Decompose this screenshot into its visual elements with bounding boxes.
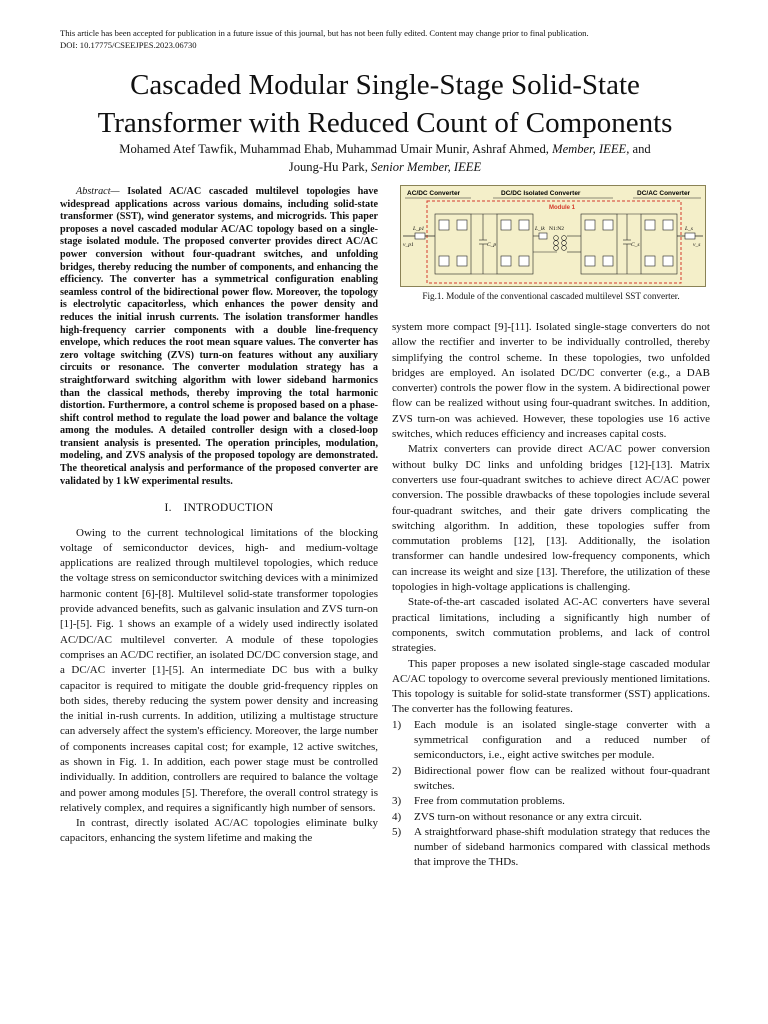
paper-title [40,66,730,142]
feature-text: ZVS turn-on without resonance or any extra circuit. [414,810,642,823]
feature-item [392,825,710,871]
section-heading-introduction: I. INTRODUCTION [164,501,274,515]
intro-paragraph-1: Owing to the current technological limitations of the blocking voltage of semiconductor devices, high- and medium-voltage applications are realized through multilevel topologies, which reduce the voltage stress on semiconductor switching devices with a minimized harmonic content [6]-[8]. Multilevel solid-state transformer topologies provide advanced benefits, such as galvanic insulation and ZVS turn-on [1]-[5]. Fig. 1 shows an example of a widely used indirectly isolated AC/DC/AC multilevel converter. A module of these topologies comprises an AC/DC rectifier, an isolated DC/DC conversion stage, and a DC/AC inverter [1]-[5]. An intermediate DC bus with a bulky capacitor is required to mitigate the double grid-frequency ripples on both sides, thereby reducing the system power density and increasing the initial in-rush currents. In addition, utilizing a multistage structure can adversely affect the system's efficiency. Moreover, the large number of components increases capital cost; for example, 12 active switches, as shown in Fig. 1. In addition, each power stage must be controlled individually. In addition, controllers are required to balance the voltage and power among modules [5]. Therefore, the overall control strategy is relatively complex, and requires a significantly high number of sensors. [60,526,379,814]
intro-paragraph-6: This paper proposes a new isolated single-stage cascaded modular AC/AC topology to overcome several previously mentioned limitations. This topology is suitable for solid-state transformer (SST) applications. The converter has the following features. [392,657,710,716]
label-module: Module 1 [549,205,576,211]
left-column [60,186,378,847]
feature-number: 4) [392,810,402,823]
label-ratio: N1:N2 [549,226,564,232]
intro-paragraph-2: In contrast, directly isolated AC/AC topologies eliminate bulky capacitors, enhancing the system lifetime and making the [60,817,378,845]
feature-text: A straightforward phase-shift modulation strategy that reduces the number of sideband harmonics compared with classical methods that improve the THDs. [414,825,710,869]
feature-text: Bidirectional power flow can be realized without four-quadrant switches. [414,764,710,792]
feature-item [392,718,710,764]
authors-line-1 [40,140,730,158]
feature-item [392,764,710,795]
title-line-2: Transformer with Reduced Count of Components [97,107,673,139]
title-line-1: Cascaded Modular Single-Stage Solid-State [130,69,640,101]
authors-membership-2: Senior Member, IEEE [371,160,482,174]
feature-number: 1) [392,718,402,731]
label-lp: L_p1 [413,226,425,232]
abstract [60,186,378,488]
circuit-diagram-svg [401,186,705,286]
intro-paragraph-4: Matrix converters can provide direct AC/AC power conversion without bulky DC links and unfolding bridges [12]-[13]. Matrix converters use four-quadrant switches to achieve direct AC/AC power conversion. The possible drawbacks of these topologies include several four-quadrant switches, and their gate drivers complicating the switching algorithm. In addition, these topologies suffer from commutation problems [12], [13]. Additionally, the isolation transformer can handle undesired low-frequency components, which can increase its weight and size [13]. Therefore, the utilization of these topologies in high-voltage applications is challenging. [392,443,710,594]
label-cs: C_s [631,242,640,248]
feature-number: 2) [392,764,402,777]
notice-text: This article has been accepted for publication in a future issue of this journal, but has not been fully edited. Content may change prior to final publication. [60,28,589,38]
feature-item [392,794,710,809]
label-ls: L_s [685,226,693,232]
figure-1-circuit-diagram [400,185,706,287]
label-llk: L_lk [535,226,545,232]
authors-conj: , and [626,142,651,156]
authors-names-1: Mohamed Atef Tawfik, Muhammad Ehab, Muhammad Umair Munir, Ashraf Ahmed, [119,142,553,156]
feature-text: Each module is an isolated single-stage converter with a symmetrical configuration and a reduced number of semiconductors, i.e., eight active switches per module. [414,718,710,762]
author-list [40,140,730,176]
feature-number: 5) [392,825,402,838]
doi-text: DOI: 10.17775/CSEEJPES.2023.06730 [60,40,197,50]
label-vp: v_p1 [403,242,414,248]
feature-item [392,810,710,825]
authors-names-2: Joung-Hu Park, [288,160,372,174]
feature-text: Free from commutation problems. [414,795,565,808]
abstract-lead: Abstract— [76,186,120,197]
label-acdc: AC/DC Converter [407,190,461,197]
feature-list [392,718,710,871]
intro-paragraph-5: State-of-the-art cascaded isolated AC-AC converters have several practical limitations, including a significantly high number of components, switch commutation problems, and lack of control strategies. [392,596,710,655]
abstract-text: Isolated AC/AC cascaded multilevel topologies have widespread applications across various domains, including solid-state transformer (SST), wind generator systems, and microgrids. This paper proposes a novel cascaded modular AC/AC topology based on a single-stage isolated module. The proposed converter provides direct AC/AC power conversion without four-quadrant switches, and unfolding bridges, thereby reducing the number of components, and enhancing the efficiency. The converter has a symmetrical configuration enabling seamless control of the bidirectional power flow. Moreover, the topology is electrolytic capacitorless, which enhances the power density and reduces the initial inrush currents. The isolation transformer handles high-frequency carrier components with a double line-frequency envelope, which reduces the root mean square values. The converter has zero voltage switching (ZVS) turn-on features without any auxiliary circuits or resonance. The converter modulation strategy has a straightforward switching algorithm with lower sideband harmonics than the classical methods, thereby improving the total harmonic distortion. Furthermore, a control scheme is proposed based on a phase-shift control method to regulate the load power and balance the voltage among the modules. A detailed controller design with a closed-loop transient analysis is presented. The operation principles, modulation, modeling, and ZVS analysis of the proposed topology are demonstrated. The theoretical analysis and performance of the proposed converter are validated by 1 kW experimental results. [60,186,378,487]
feature-number: 3) [392,795,402,808]
right-column [392,320,710,871]
authors-membership-1: Member, IEEE [552,142,627,156]
label-dcdc: DC/DC Isolated Converter [501,190,581,197]
intro-paragraph-3: system more compact [9]-[11]. Isolated single-stage converters do not allow the rectifier and inverter to be individually controlled, thereby simplifying the control scheme. In these topologies, two unfolded bridges are employed. An isolated DC/DC converter (e.g., a DAB converter) controls the power flow in the system. A bidirectional power flow can be realized without using four-quadrant switches. In addition, ZVS turn-on was achieved. However, these topologies use 16 active switches, which reduces efficiency and increases capital costs. [392,321,710,441]
label-vs: v_s [693,242,701,248]
authors-line-2 [40,158,730,176]
publication-notice [60,27,720,51]
figure-1-caption: Fig.1. Module of the conventional cascaded multilevel SST converter. [422,291,680,301]
label-dcac: DC/AC Converter [637,190,691,197]
label-cp: C_p [487,242,497,248]
